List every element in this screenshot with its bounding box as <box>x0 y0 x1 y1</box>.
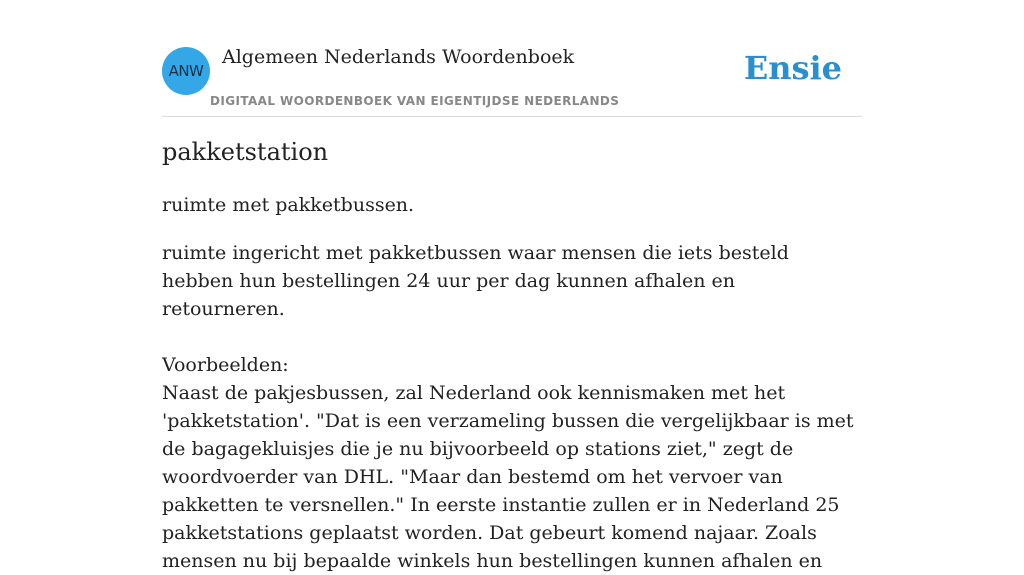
long-definition: ruimte ingericht met pakketbussen waar mensen die iets besteld hebben hun bestellingen 24 uur per dag kunnen afhalen en retourneren. <box>162 242 789 320</box>
paragraph-spacer <box>162 323 862 351</box>
site-subtitle: DIGITAAL WOORDENBOEK VAN EIGENTIJDSE NEDERLANDS <box>210 94 620 108</box>
site-header <box>162 0 862 117</box>
example-text: Naast de pakjesbussen, zal Nederland ook kennismaken met het 'pakketstation'. "Dat is een verzameling bussen die vergelijkbaar is met de bagagekluisjes die je nu bijvoorbeeld op stations ziet," zegt de woordvoerder van DHL. "Maar dan bestemd om het vervoer van pakketten te versnellen." In eerste instantie zullen er in Nederland 25 pakketstations geplaatst worden. Dat gebeurt komend najaar. Zoals mensen nu bij bepaalde winkels hun bestellingen kunnen afhalen en <box>162 382 854 572</box>
entry-headword: pakketstation <box>162 138 329 166</box>
short-definition: ruimte met pakketbussen. <box>162 194 415 216</box>
site-title[interactable]: Algemeen Nederlands Woordenboek <box>222 46 575 68</box>
anw-logo[interactable]: ANW <box>162 47 210 95</box>
page <box>162 0 862 572</box>
entry-body <box>162 239 862 575</box>
ensie-brand-logo[interactable]: Ensie <box>743 49 842 87</box>
examples-label: Voorbeelden: <box>162 354 289 376</box>
